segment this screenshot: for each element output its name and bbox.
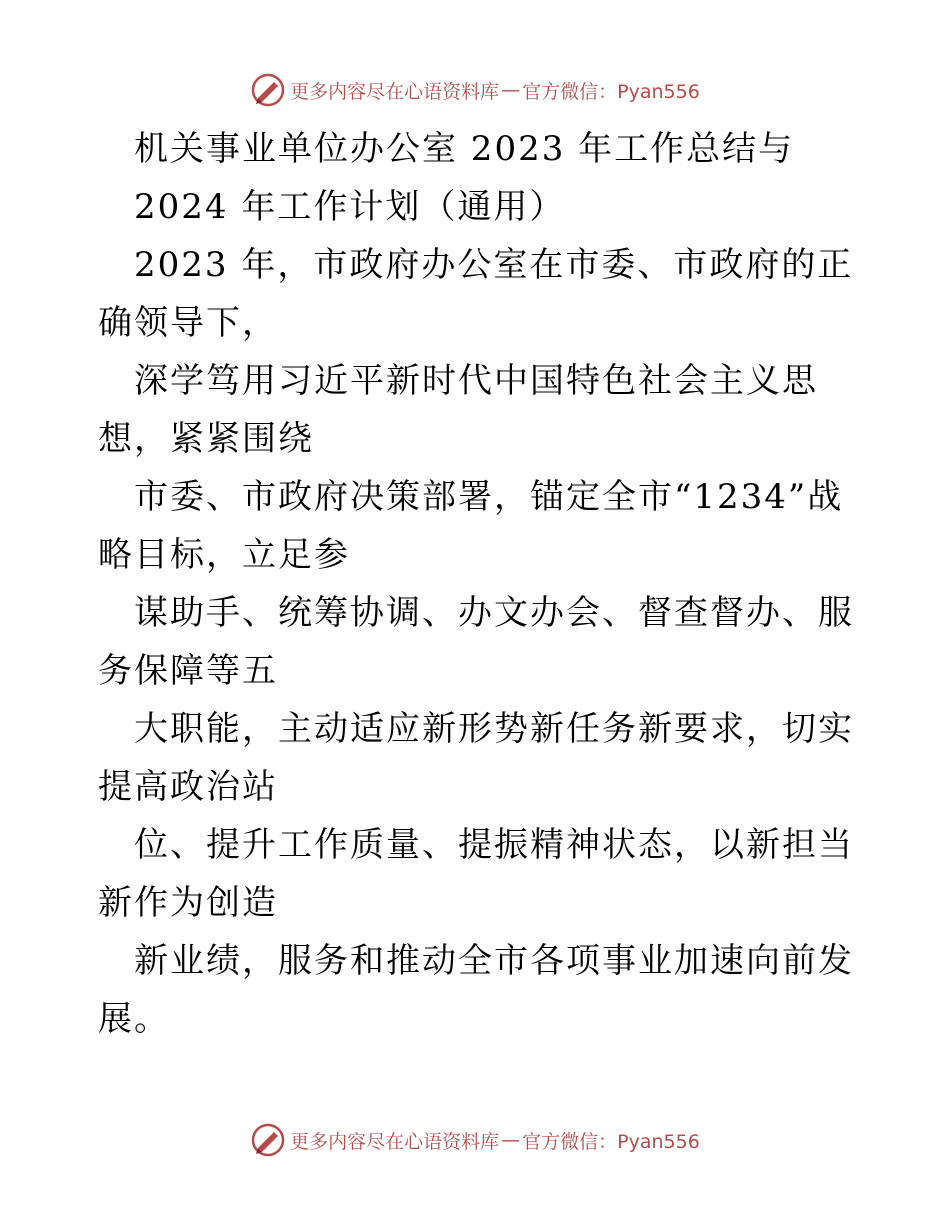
- watermark-suffix: 官方微信：Pyan556: [522, 1130, 700, 1153]
- document-title-line-2: 2024 年工作计划（通用）: [134, 187, 566, 227]
- body-paragraph-6: 位、提升工作质量、提振精神状态，以新担当新作为创造: [98, 825, 854, 923]
- body-paragraph-7: 新业绩，服务和推动全市各项事业加速向前发展。: [98, 941, 854, 1039]
- body-paragraph-4: 谋助手、统筹协调、办文办会、督查督办、服务保障等五: [98, 593, 854, 691]
- watermark-suffix: 官方微信：Pyan556: [522, 80, 700, 103]
- watermark-separator: —: [501, 1129, 521, 1151]
- watermark-text: 更多内容尽在心语资料库: [290, 1130, 500, 1153]
- footer-watermark: [0, 1120, 950, 1160]
- header-watermark: [0, 70, 950, 110]
- pen-logo-icon: [250, 1122, 286, 1158]
- watermark-text: 更多内容尽在心语资料库: [290, 80, 500, 103]
- body-paragraph-5: 大职能，主动适应新形势新任务新要求，切实提高政治站: [98, 709, 854, 807]
- body-paragraph-3: 市委、市政府决策部署，锚定全市“1234”战略目标，立足参: [98, 477, 844, 575]
- body-paragraph-2: 深学笃用习近平新时代中国特色社会主义思想，紧紧围绕: [98, 361, 818, 459]
- watermark-separator: —: [501, 79, 521, 101]
- document-title-line-1: 机关事业单位办公室 2023 年工作总结与: [134, 129, 795, 169]
- body-paragraph-1: 2023 年，市政府办公室在市委、市政府的正确领导下，: [98, 245, 854, 343]
- pen-logo-icon: [250, 72, 286, 108]
- document-body: [98, 120, 868, 1048]
